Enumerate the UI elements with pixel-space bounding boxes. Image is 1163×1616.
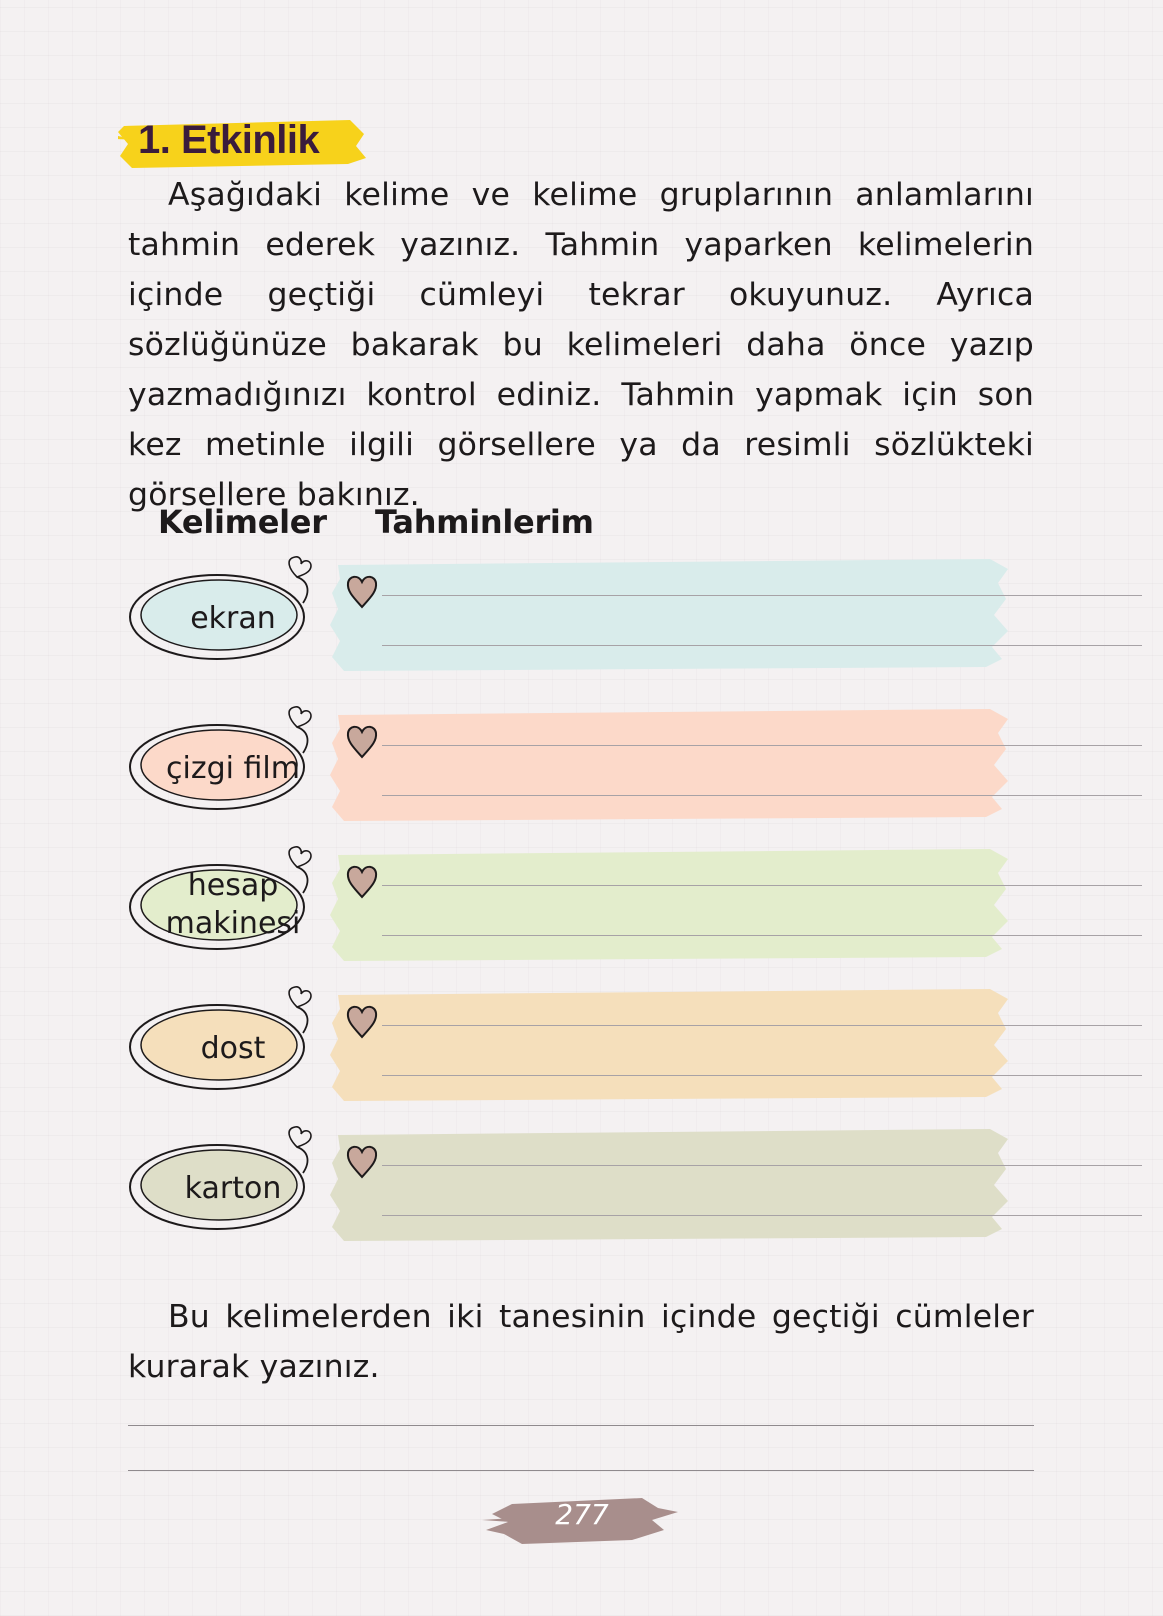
heart-icon [345,863,379,899]
heart-icon [345,1143,379,1179]
answer-line[interactable] [382,745,1142,746]
word-label [138,867,328,943]
answer-line[interactable] [382,595,1142,596]
answer-line[interactable] [382,795,1142,796]
answer-brush-area [330,555,1010,673]
word-label-line: makinesi [165,906,301,941]
instructions-text: Aşağıdaki kelime ve kelime gruplarının anlamlarını tahmin ederek yazınız. Tahmin yaparken kelimelerin içinde geçtiği cümleyi tekrar okuyunuz. Ayrıca sözlüğünüze bakarak bu kelimeleri daha önce yazıp yazmadığınızı kontrol ediniz. Tahmin yapmak için son kez metinle ilgili görsellere ya da resimli sözlükteki görsellere bakınız. [128,177,1034,513]
words-column-header: Kelimeler [158,503,327,541]
answer-line[interactable] [382,1215,1142,1216]
word-row [120,845,1040,975]
answer-line[interactable] [382,885,1142,886]
word-row [120,705,1040,835]
word-label: çizgi film [166,751,300,786]
answer-line[interactable] [382,1165,1142,1166]
sentence-answer-line[interactable] [128,1425,1034,1426]
activity-title: 1. Etkinlik [138,118,320,162]
answer-line[interactable] [382,1025,1142,1026]
answer-brush-area [330,705,1010,823]
heart-icon [345,1003,379,1039]
word-row [120,1125,1040,1255]
page-number: 277 [555,1498,609,1531]
sentence-answer-line[interactable] [128,1470,1034,1471]
word-row [120,985,1040,1115]
activity-title-block [118,112,368,174]
word-label: ekran [190,601,276,636]
answer-line[interactable] [382,935,1142,936]
word-label-line: hesap [187,868,279,903]
word-label: karton [184,1171,282,1206]
closing-instructions: Bu kelimelerden iki tanesinin içinde geçtiği cümleler kurarak yazınız. [128,1299,1034,1385]
word-label: dost [200,1031,266,1066]
answer-line[interactable] [382,645,1142,646]
answer-brush-area [330,845,1010,963]
answer-brush-area [330,1125,1010,1243]
page-number-badge [482,1490,682,1550]
heart-icon [345,573,379,609]
guesses-column-header: Tahminlerim [375,503,594,541]
heart-icon [345,723,379,759]
answer-brush-area [330,985,1010,1103]
answer-line[interactable] [382,1075,1142,1076]
word-row [120,555,1040,685]
